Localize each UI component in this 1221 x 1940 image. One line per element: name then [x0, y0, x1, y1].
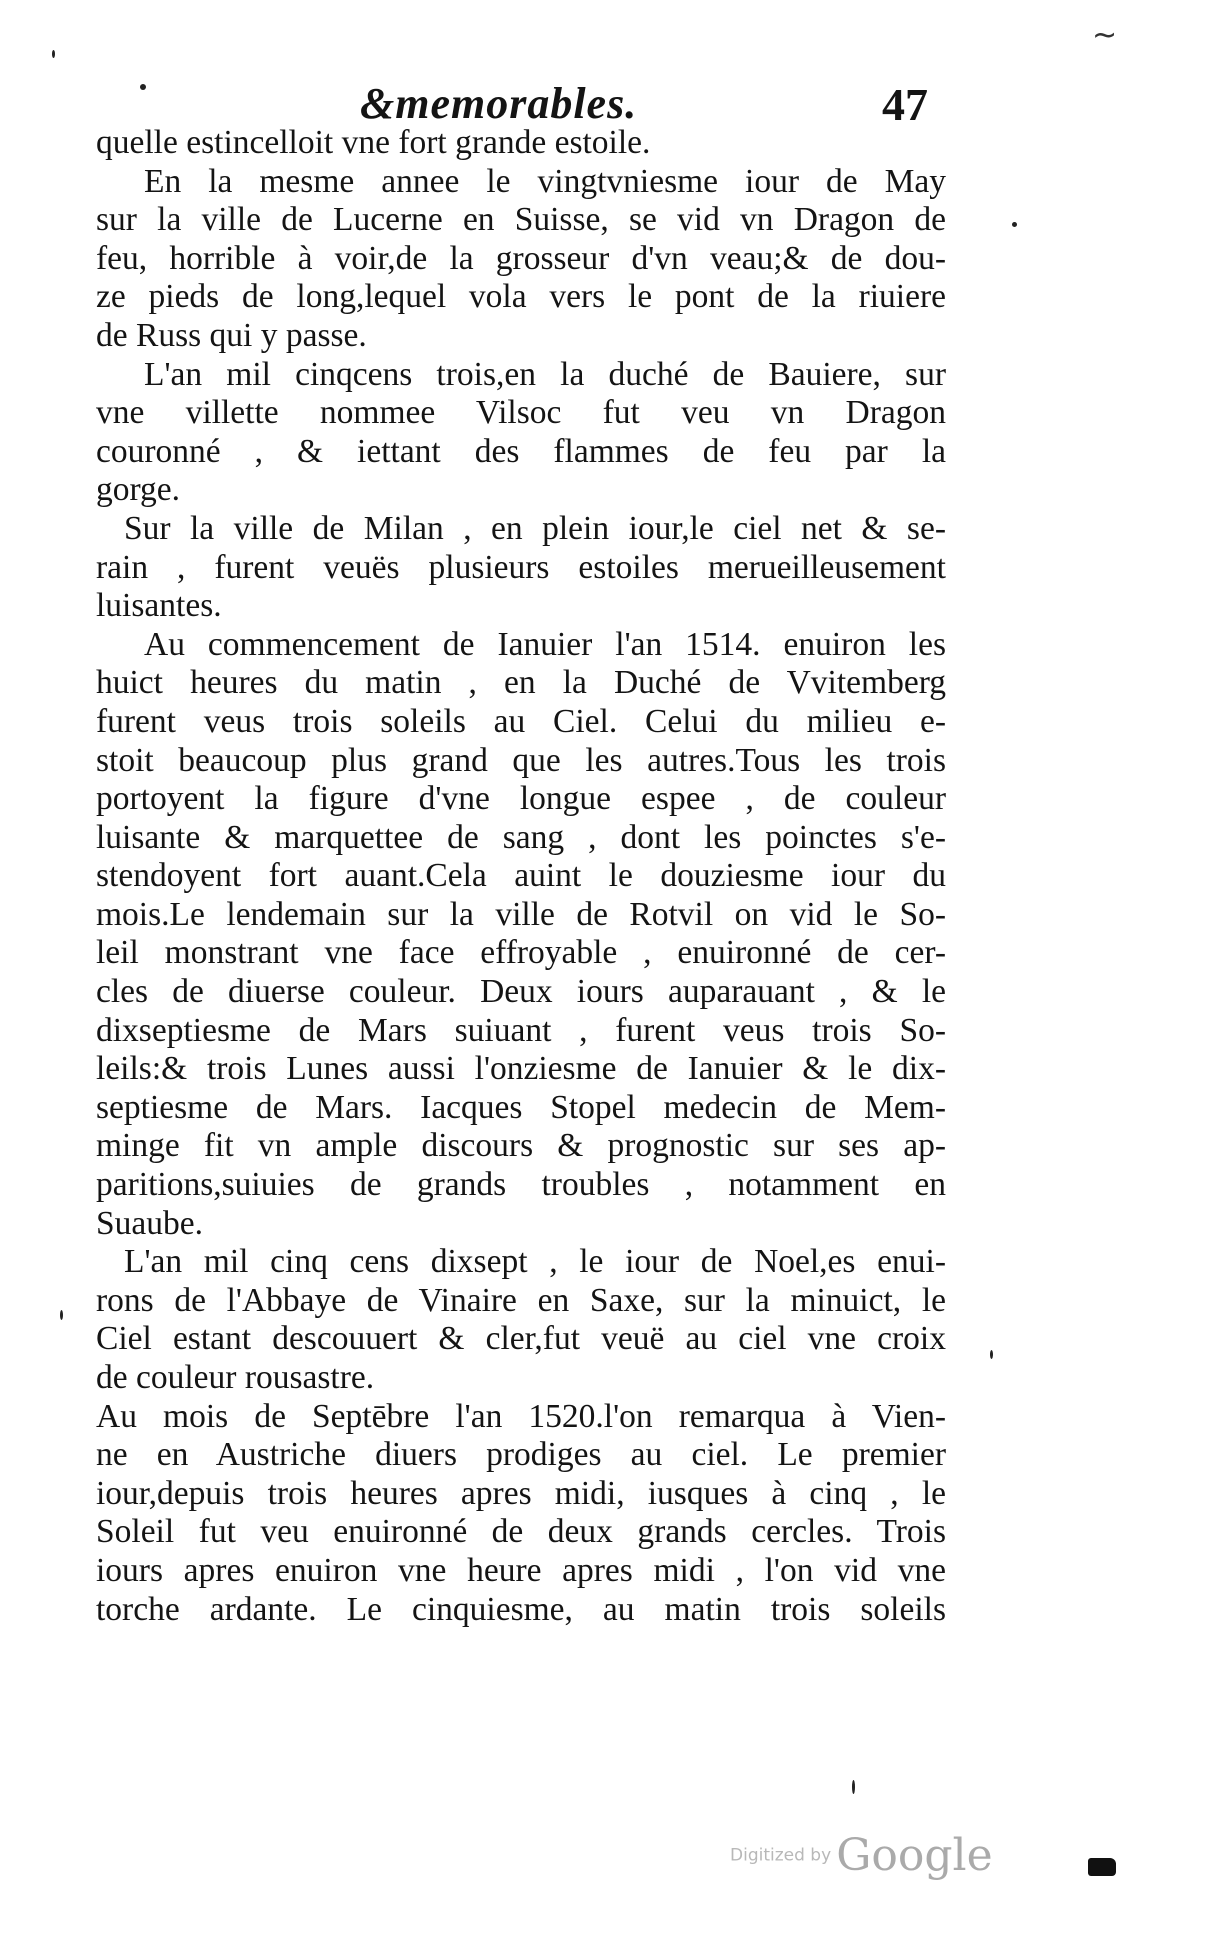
scan-speck: [1012, 222, 1017, 227]
ink-blot: [1088, 1858, 1116, 1876]
paragraph-7: [96, 1398, 946, 1630]
scan-speck: [140, 84, 146, 90]
text-line: iour,depuis trois heures apres midi, iusques à cinq , le: [96, 1474, 946, 1512]
text-line: rain , furent veuës plusieurs estoiles merueilleusement: [96, 548, 946, 586]
paragraph-1: [96, 124, 946, 163]
corner-mark: ~: [1092, 18, 1118, 53]
text-line: iours apres enuiron vne heure apres midi , l'on vid vne: [96, 1551, 946, 1589]
text-line: de couleur rousastre.: [96, 1359, 375, 1396]
text-line: de Russ qui y passe.: [96, 316, 367, 354]
text-line: Sur la ville de Milan , en plein iour,le ciel net & se-: [124, 509, 946, 547]
text-line: ne en Austriche diuers prodiges au ciel. Le premier: [96, 1436, 946, 1474]
body-text: [96, 124, 946, 1629]
text-line: L'an mil cinq cens dixsept , le iour de Noel,es enui-: [124, 1243, 946, 1281]
scan-speck: [990, 1350, 993, 1359]
text-line: dixseptiesme de Mars suiuant , furent veus trois So-: [96, 1011, 946, 1049]
text-line: Suaube.: [96, 1204, 203, 1242]
text-line: mois.Le lendemain sur la ville de Rotvil on vid le So-: [96, 895, 946, 933]
text-line: stoit beaucoup plus grand que les autres.Tous les trois: [96, 741, 946, 779]
text-line: luisantes.: [96, 587, 222, 625]
text-line: L'an mil cinqcens trois,en la duché de Bauiere, sur: [144, 355, 946, 393]
text-line: quelle estincelloit vne fort grande estoile.: [96, 124, 651, 161]
text-line: vne villette nommee Vilsoc fut veu vn Dragon: [96, 394, 946, 432]
text-line: furent veus trois soleils au Ciel. Celui du milieu e-: [96, 702, 946, 740]
text-line: couronné , & iettant des flammes de feu par la: [96, 432, 946, 470]
text-line: cles de diuerse couleur. Deux iours auparauant , & le: [96, 973, 946, 1011]
text-line: huict heures du matin , en la Duché de Vvitemberg: [96, 664, 946, 702]
text-line: leils:& trois Lunes aussi l'onziesme de Ianuier & le dix-: [96, 1050, 946, 1088]
text-line: minge fit vn ample discours & prognostic sur ses ap-: [96, 1127, 946, 1165]
paragraph-5: [96, 626, 946, 1244]
text-line: torche ardante. Le cinquiesme, au matin trois soleils: [96, 1590, 946, 1628]
text-line: luisante & marquettee de sang , dont les poinctes s'e-: [96, 818, 946, 856]
text-line: paritions,suiuies de grands troubles , notamment en: [96, 1166, 946, 1204]
text-line: Soleil fut veu enuironné de deux grands cercles. Trois: [96, 1513, 946, 1551]
text-line: stendoyent fort auant.Cela auint le douziesme iour du: [96, 857, 946, 895]
text-line: portoyent la figure d'vne longue espee , de couleur: [96, 780, 946, 818]
scan-speck: [852, 1780, 855, 1794]
text-line: Ciel estant descouuert & cler,fut veuë au ciel vne croix: [96, 1320, 946, 1358]
text-line: feu, horrible à voir,de la grosseur d'vn veau;& de dou-: [96, 239, 946, 277]
running-head: &memorables.: [360, 79, 638, 128]
paragraph-2: [96, 163, 946, 356]
text-line: Au mois de Septēbre l'an 1520.l'on remarqua à Vien-: [96, 1397, 946, 1435]
text-line: En la mesme annee le vingtvniesme iour de May: [144, 162, 946, 200]
text-line: rons de l'Abbaye de Vinaire en Saxe, sur la minuict, le: [96, 1281, 946, 1319]
page-number: 47: [882, 79, 928, 130]
google-logo: Google: [836, 1830, 993, 1881]
text-line: sur la ville de Lucerne en Suisse, se vid vn Dragon de: [96, 201, 946, 239]
scan-speck: [52, 50, 55, 58]
text-line: septiesme de Mars. Iacques Stopel medecin de Mem-: [96, 1088, 946, 1126]
digitized-watermark: [730, 1830, 993, 1881]
text-line: leil monstrant vne face effroyable , enuironné de cer-: [96, 934, 946, 972]
text-line: ze pieds de long,lequel vola vers le pont de la riuiere: [96, 278, 946, 316]
paragraph-3: [96, 356, 946, 510]
text-line: Au commencement de Ianuier l'an 1514. enuiron les: [144, 625, 946, 663]
scan-speck: [60, 1310, 63, 1320]
paragraph-6: [96, 1243, 946, 1397]
text-line: gorge.: [96, 471, 181, 509]
paragraph-4: [96, 510, 946, 626]
watermark-prefix: Digitized by: [730, 1845, 832, 1866]
